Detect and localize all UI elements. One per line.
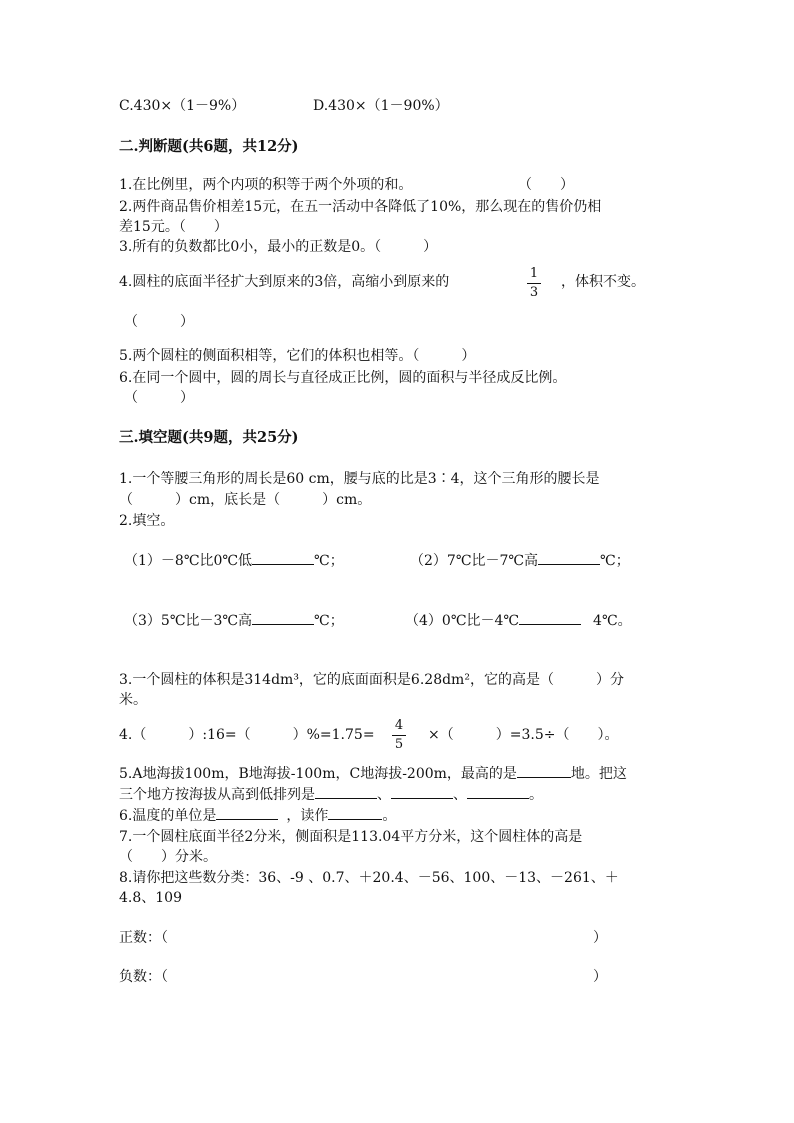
fill-q2-part3-unit: ℃；: [314, 613, 344, 629]
separator: 、: [453, 787, 467, 803]
fill-q5-text: 5.A地海拔100m，B地海拔-100m，C地海拔-200m，最高的是: [119, 766, 517, 782]
fraction-numerator: 1: [529, 266, 539, 281]
fill-q3-line1: 3.一个圆柱的体积是314dm³，它的底面面积是6.28dm²，它的高是（ ）分: [119, 672, 624, 688]
judgement-q6-answer[interactable]: （ ）: [124, 390, 194, 406]
negative-numbers-label: 负数：（: [119, 969, 168, 985]
answer-blank[interactable]: [517, 763, 571, 778]
negative-numbers-close: ）: [593, 969, 607, 985]
fill-q7-line2: （ ）分米。: [119, 849, 217, 865]
answer-blank[interactable]: [328, 805, 382, 820]
fill-q2-part1-unit: ℃；: [314, 553, 344, 569]
answer-blank[interactable]: [519, 610, 581, 625]
fill-q2-part3: [124, 610, 344, 631]
fill-q6: [119, 805, 396, 826]
fill-q8-line1: 8.请你把这些数分类：36、-9 、0.7、＋20.4、－56、100、－13、－261、＋: [119, 870, 619, 886]
positive-numbers-close: ）: [593, 930, 607, 946]
fill-q2-part4-unit: 4℃。: [593, 613, 632, 629]
fill-q1-line2: （ ）cm，底长是（ ）cm。: [119, 492, 372, 508]
fill-q2-part2-unit: ℃；: [600, 553, 630, 569]
fill-q5-line2: [119, 784, 543, 805]
judgement-q1: 1.在比例里，两个内项的积等于两个外项的和。: [119, 177, 413, 193]
judgement-q4-answer[interactable]: （ ）: [124, 314, 194, 330]
fill-q2-part2: [410, 550, 630, 571]
fill-q2-part4-text: （4）0℃比－4℃: [405, 613, 520, 629]
answer-blank[interactable]: [315, 784, 377, 799]
judgement-q2-line1: 2.两件商品售价相差15元，在五一活动中各降低了10%，那么现在的售价仍相: [119, 199, 602, 215]
fill-q4-post: ×（ ）=3.5÷（ ）。: [428, 727, 619, 743]
fill-q3-line2: 米。: [119, 692, 147, 708]
answer-blank[interactable]: [216, 805, 278, 820]
fill-q4-fraction: [389, 718, 409, 753]
fill-q5-text-end: 地。把这: [570, 766, 627, 782]
answer-blank[interactable]: [252, 610, 314, 625]
option-c: C.430×（1－9%）: [119, 98, 246, 114]
fill-q2: 2.填空。: [119, 513, 175, 529]
judgement-q4-post: ，体积不变。: [561, 274, 645, 290]
fill-q5-order-text: 三个地方按海拔从高到低排列是: [119, 787, 315, 803]
fill-q2-part4: [405, 610, 632, 631]
judgement-q4-pre: 4.圆柱的底面半径扩大到原来的3倍，高缩小到原来的: [119, 274, 450, 290]
fill-q6-text: 6.温度的单位是: [119, 808, 217, 824]
section-heading-fill-in: 三.填空题(共9题，共25分): [119, 429, 299, 446]
judgement-q2-line2: 差15元。（ ）: [119, 219, 228, 235]
fraction-bar: [527, 283, 541, 284]
judgement-q1-answer[interactable]: （ ）: [518, 177, 574, 193]
fraction-denominator: 3: [529, 285, 539, 300]
fill-q6-text-mid: ，读作: [286, 808, 329, 824]
judgement-q6: 6.在同一个圆中，圆的周长与直径成正比例，圆的面积与半径成反比例。: [119, 370, 567, 386]
fill-q5-line1: [119, 763, 627, 784]
period: 。: [529, 787, 543, 803]
fill-q2-part1-text: （1）－8℃比0℃低: [124, 553, 253, 569]
fraction-bar: [392, 735, 406, 736]
fraction-denominator: 5: [394, 737, 404, 752]
separator: 、: [377, 787, 391, 803]
section-heading-judgement: 二.判断题(共6题，共12分): [119, 138, 299, 155]
fraction-numerator: 4: [394, 718, 404, 733]
judgement-q4-fraction: [524, 266, 544, 301]
answer-blank[interactable]: [391, 784, 453, 799]
fill-q4-pre: 4.（ ）:16=（ ）%=1.75=: [119, 727, 375, 743]
positive-numbers-label: 正数：（: [119, 930, 168, 946]
option-d: D.430×（1－90%）: [313, 98, 449, 114]
fill-q1-line1: 1.一个等腰三角形的周长是60 cm，腰与底的比是3∶4，这个三角形的腰长是: [119, 471, 600, 487]
period: 。: [382, 808, 397, 824]
answer-blank[interactable]: [538, 550, 600, 565]
fill-q2-part2-text: （2）7℃比－7℃高: [410, 553, 539, 569]
judgement-q5: 5.两个圆柱的侧面积相等，它们的体积也相等。（ ）: [119, 348, 476, 364]
answer-blank[interactable]: [467, 784, 529, 799]
judgement-q3: 3.所有的负数都比0小，最小的正数是0。（ ）: [119, 239, 438, 255]
answer-blank[interactable]: [252, 550, 314, 565]
fill-q2-part1: [124, 550, 344, 571]
fill-q8-line2: 4.8、109: [119, 890, 182, 906]
fill-q7-line1: 7.一个圆柱底面半径2分米，侧面积是113.04平方分米，这个圆柱体的高是: [119, 829, 583, 845]
fill-q2-part3-text: （3）5℃比－3℃高: [124, 613, 253, 629]
